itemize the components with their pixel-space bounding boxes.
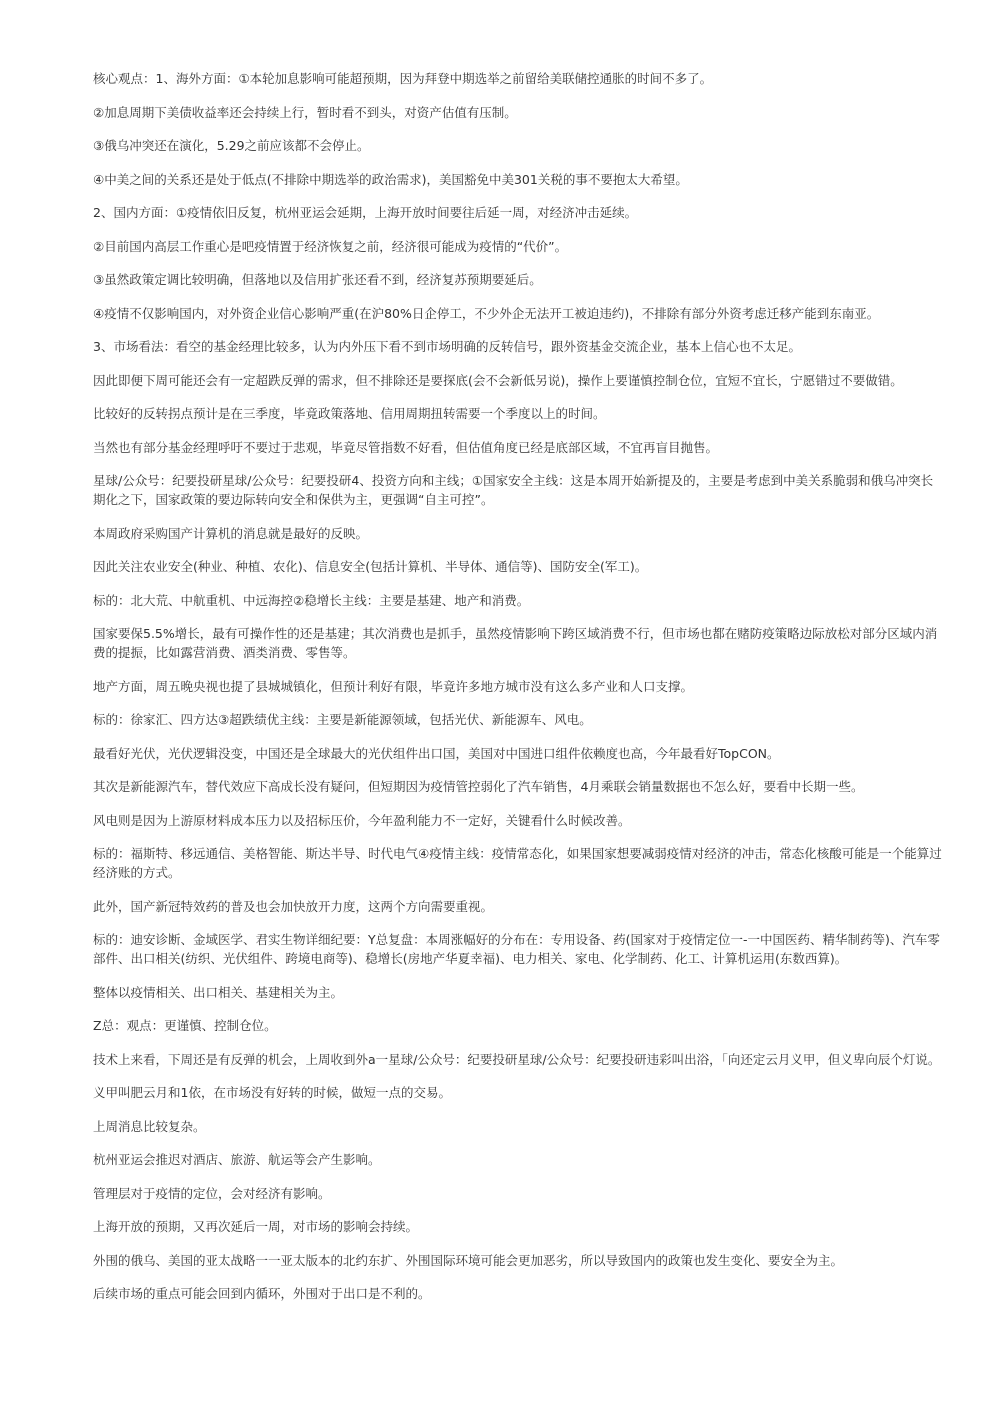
paragraph-29: 义甲叫肥云月和1依，在市场没有好转的时候，做短一点的交易。 [93,1085,451,1100]
paragraph-16: 标的：北大荒、中航重机、中远海控②稳增长主线：主要是基建、地产和消费。 [93,592,530,608]
paragraph-2: ②加息周期下美债收益率还会持续上行，暂时看不到头，对资产估值有压制。 [93,104,517,120]
paragraph-7: ③虽然政策定调比较明确，但落地以及信用扩张还看不到，经济复苏预期要延后。 [93,272,542,287]
paragraph-31: 杭州亚运会推迟对酒店、旅游、航运等会产生影响。 [93,1152,381,1167]
paragraph-20: 最看好光伏，光伏逻辑没变，中国还是全球最大的光伏组件出口国，美国对中国进口组件依赖度也高，今年最看好TopCON。 [93,745,780,761]
paragraph-8: ④疫情不仅影响国内，对外资企业信心影响严重(在沪80%日企停工，不少外企无法开工被迫违约)，不排除有部分外资考虑迁移产能到东南亚。 [93,305,880,321]
paragraph-35: 后续市场的重点可能会回到内循环，外围对于出口是不利的。 [93,1286,431,1301]
paragraph-28: 技术上来看，下周还是有反弹的机会，上周收到外a一星球/公众号：纪要投研星球/公众号：纪要投研违彩叫出浴，「向还定云月义甲，但义卑向辰个灯说。 [93,1051,941,1067]
paragraph-6: ②目前国内高层工作重心是吧疫情置于经济恢复之前，经济很可能成为疫情的“代价”。 [93,238,568,254]
paragraph-26: 整体以疫情相关、出口相关、基建相关为主。 [93,984,344,1000]
paragraph-21: 其次是新能源汽车，替代效应下高成长没有疑问，但短期因为疫情管控弱化了汽车销售，4月乘联会销量数据也不怎么好，要看中长期一些。 [93,779,864,794]
paragraph-4: ④中美之间的关系还是处于低点(不排除中期选举的政治需求)，美国豁免中美301关税的事不要抱太大希望。 [93,171,688,187]
paragraph-3: ③俄乌冲突还在演化，5.29之前应该都不会停止。 [93,138,370,153]
paragraph-27: Z总：观点：更谨慎、控制仓位。 [93,1018,277,1033]
paragraph-32: 管理层对于疫情的定位，会对经济有影响。 [93,1185,331,1201]
paragraph-17: 国家要保5.5%增长，最有可操作性的还是基建；其次消费也是抓手，虽然疫情影响下跨区域消费不行，但市场也都在赌防疫策略边际放松对部分区域内消费的提振，比如露营消费、酒类消费、零售等。 [93,626,938,660]
paragraph-15: 因此关注农业安全(种业、种植、农化)、信息安全(包括计算机、半导体、通信等)、国防安全(军工)。 [93,559,648,574]
paragraph-12: 当然也有部分基金经理呼吁不要过于悲观，毕竟尽管指数不好看，但估值角度已经是底部区域，不宜再盲目抛售。 [93,439,719,455]
paragraph-10: 因此即便下周可能还会有一定超跌反弹的需求，但不排除还是要探底(会不会新低另说)，操作上要谨慎控制仓位，宜短不宜长，宁愿错过不要做错。 [93,372,903,388]
paragraph-9: 3、市场看法：看空的基金经理比较多，认为内外压下看不到市场明确的反转信号，跟外资基金交流企业，基本上信心也不太足。 [93,339,801,354]
paragraph-22: 风电则是因为上游原材料成本压力以及招标压价，今年盈利能力不一定好，关键看什么时候改善。 [93,812,631,828]
paragraph-18: 地产方面，周五晚央视也提了县城城镇化，但预计利好有限，毕竟许多地方城市没有这么多产业和人口支撑。 [93,678,694,694]
paragraph-23: 标的：福斯特、移远通信、美格智能、斯达半导、时代电气④疫情主线：疫情常态化，如果国家想要减弱疫情对经济的冲击，常态化核酸可能是一个能算过经济账的方式。 [93,846,942,880]
paragraph-14: 本周政府采购国产计算机的消息就是最好的反映。 [93,525,369,541]
paragraph-1: 核心观点：1、海外方面：①本轮加息影响可能超预期，因为拜登中期选举之前留给美联储控通胀的时间不多了。 [93,71,713,86]
paragraph-11: 比较好的反转拐点预计是在三季度，毕竟政策落地、信用周期扭转需要一个季度以上的时间。 [93,406,606,421]
paragraph-19: 标的：徐家汇、四方达③超跌绩优主线：主要是新能源领域，包括光伏、新能源车、风电。 [93,712,592,727]
paragraph-25: 标的：迪安诊断、金域医学、君实生物详细纪要：Y总复盘：本周涨幅好的分布在：专用设备、药(国家对于疫情定位一-一中国医药、精华制药等)、汽车零部件、出口相关(纺织、光伏组件、跨境电商等)、稳增长(房地产华夏幸福)、电力相关、家电、化学制药、化工、计算机运用(东数西算)。 [93,932,940,966]
paragraph-30: 上周消息比较复杂。 [93,1118,206,1134]
paragraph-13: 星球/公众号：纪要投研星球/公众号：纪要投研4、投资方向和主线；①国家安全主线：这是本周开始新提及的，主要是考虑到中美关系脆弱和俄乌冲突长期化之下，国家政策的要边际转向安全和保供为主，更强调“自主可控”。 [93,473,934,507]
paragraph-34: 外围的俄乌、美国的亚太战略一一亚太版本的北约东扩、外围国际环境可能会更加恶劣，所以导致国内的政策也发生变化、要安全为主。 [93,1252,844,1268]
paragraph-33: 上海开放的预期，又再次延后一周，对市场的影响会持续。 [93,1219,419,1234]
paragraph-24: 此外，国产新冠特效药的普及也会加快放开力度，这两个方向需要重视。 [93,898,494,914]
paragraph-5: 2、国内方面：①疫情依旧反复，杭州亚运会延期，上海开放时间要往后延一周，对经济冲击延续。 [93,205,638,220]
